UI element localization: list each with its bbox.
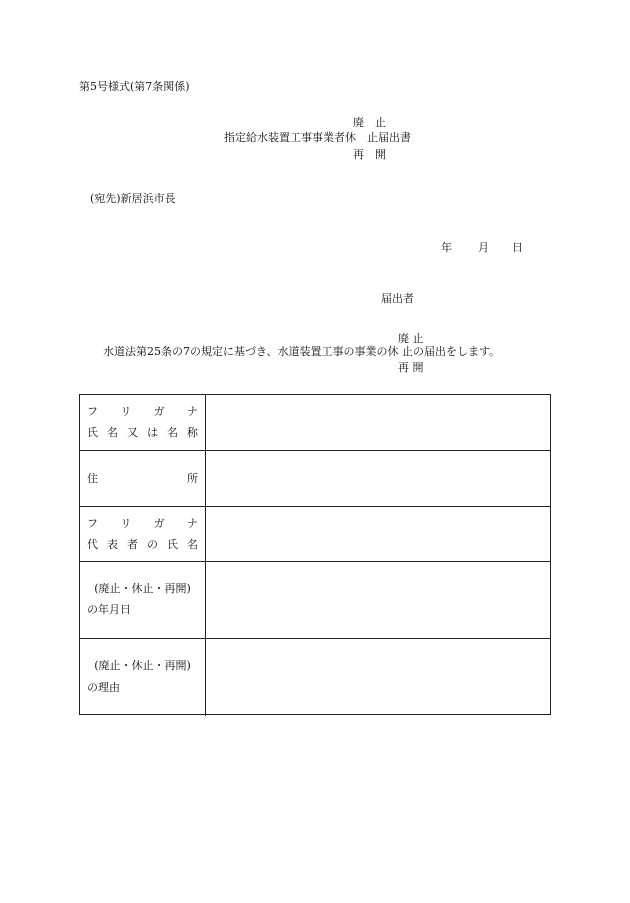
form-number: 第5号様式(第7条関係) [79,80,190,93]
status-change-label: (廃止・休止・再開) [94,659,191,672]
representative-value-field[interactable] [206,507,550,561]
declaration-text: 水道法第25条の7の規定に基づき、水道装置工事の事業の休 止の届出をします。 [103,345,501,358]
addressee: (宛先)新居浜市長 [90,192,176,205]
furigana-label: フ リ ガ ナ [87,405,198,418]
address-label: 住 所 [87,472,198,485]
name-label-cell [80,395,206,450]
representative-name-label: 代 表 者 の 氏 名 [87,538,198,551]
form-table [79,394,551,715]
table-row-address [80,450,550,506]
address-value-field[interactable] [206,451,550,506]
date-label: の年月日 [87,603,131,616]
date-label-cell [80,562,206,638]
status-change-label: (廃止・休止・再開) [94,582,191,595]
document-title: 指定給水装置工事事業者休 止届出書 [224,131,411,144]
declaration-option-abolish: 廃 止 [398,332,424,345]
declaration-option-resume: 再 開 [398,361,424,374]
representative-label-cell [80,507,206,561]
address-label-cell [80,451,206,506]
table-row-date [80,561,550,638]
reason-label: の理由 [87,681,120,694]
table-row-reason [80,638,550,716]
reason-value-field[interactable] [206,639,550,716]
name-value-field[interactable] [206,395,550,450]
table-row-representative [80,506,550,561]
reason-label-cell [80,639,206,716]
title-option-resume: 再 開 [353,148,386,161]
date-day-label: 日 [512,241,523,254]
date-month-label: 月 [478,241,489,254]
table-row-name [80,395,550,450]
title-option-abolish: 廃 止 [353,116,386,129]
date-value-field[interactable] [206,562,550,638]
furigana-label: フ リ ガ ナ [87,517,198,530]
applicant-label: 届出者 [381,292,414,305]
name-or-title-label: 氏 名 又 は 名 称 [87,426,198,439]
date-year-label: 年 [441,241,452,254]
